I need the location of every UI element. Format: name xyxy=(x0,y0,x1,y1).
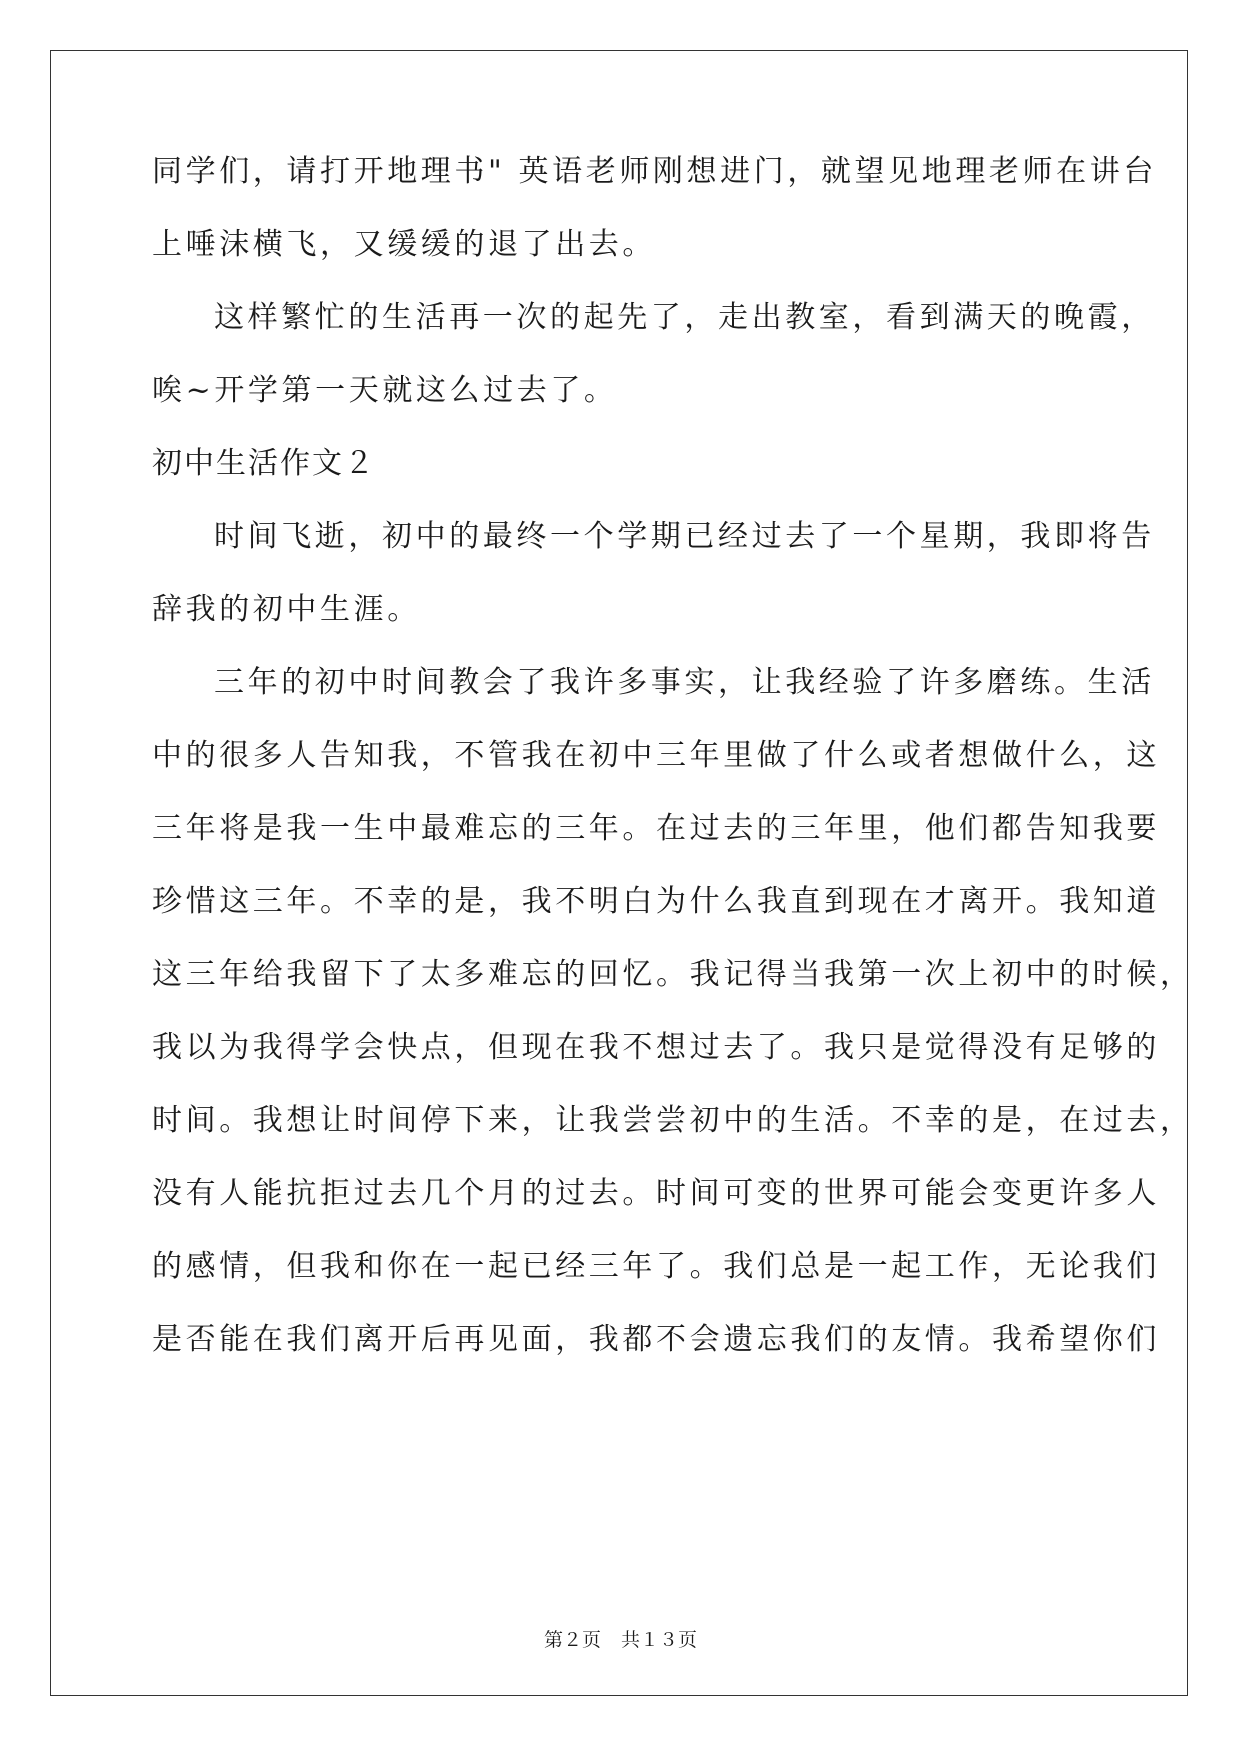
text-line: 是否能在我们离开后再见面，我都不会遗忘我们的友情。我希望你们 xyxy=(152,1322,1160,1357)
text-line: 没有人能抗拒过去几个月的过去。时间可变的世界可能会变更许多人 xyxy=(152,1176,1160,1211)
text-line: 中的很多人告知我，不管我在初中三年里做了什么或者想做什么，这 xyxy=(152,738,1160,773)
text-line: 三年的初中时间教会了我许多事实，让我经验了许多磨练。生活 xyxy=(214,665,1155,700)
text-line: 三年将是我一生中最难忘的三年。在过去的三年里，他们都告知我要 xyxy=(152,811,1160,846)
text-line: 这三年给我留下了太多难忘的回忆。我记得当我第一次上初中的时候， xyxy=(152,957,1194,992)
text-line: 这样繁忙的生活再一次的起先了，走出教室，看到满天的晚霞， xyxy=(214,300,1155,335)
text-line: 辞我的初中生涯。 xyxy=(152,592,421,627)
text-line: 上唾沫横飞，又缓缓的退了出去。 xyxy=(152,227,656,262)
text-line: 时间。我想让时间停下来，让我尝尝初中的生活。不幸的是，在过去， xyxy=(152,1103,1194,1138)
page-number-current: 第２页 xyxy=(543,1629,601,1651)
text-line: 同学们，请打开地理书" 英语老师刚想进门，就望见地理老师在讲台 xyxy=(152,154,1157,189)
section-heading: 初中生活作文２ xyxy=(152,446,376,481)
text-line: 珍惜这三年。不幸的是，我不明白为什么我直到现在才离开。我知道 xyxy=(152,884,1160,919)
page-footer xyxy=(0,1628,1241,1652)
text-line: 唉~开学第一天就这么过去了。 xyxy=(152,373,618,408)
text-line: 的感情，但我和你在一起已经三年了。我们总是一起工作，无论我们 xyxy=(152,1249,1160,1284)
page-number-total: 共１３页 xyxy=(621,1629,698,1651)
text-line: 时间飞逝，初中的最终一个学期已经过去了一个星期，我即将告 xyxy=(214,519,1155,554)
text-line: 我以为我得学会快点，但现在我不想过去了。我只是觉得没有足够的 xyxy=(152,1030,1160,1065)
page-border xyxy=(50,50,1188,1696)
